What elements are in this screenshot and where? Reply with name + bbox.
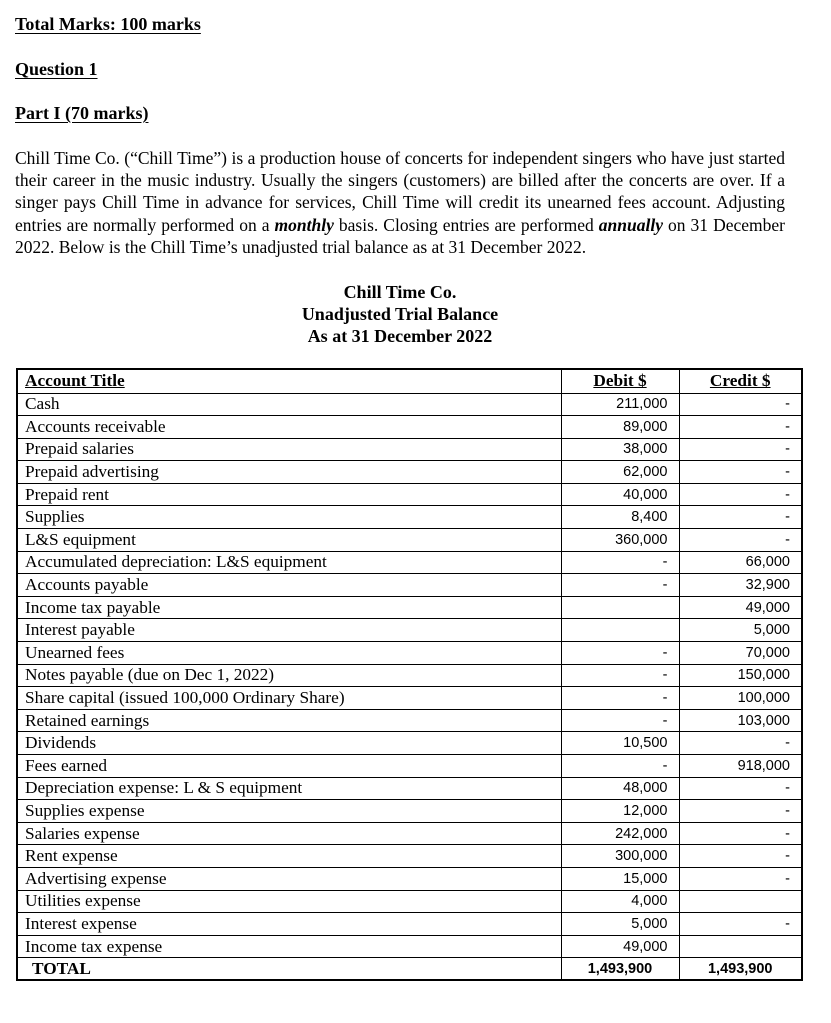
table-row bbox=[17, 867, 802, 890]
account-title-cell: Unearned fees bbox=[17, 642, 561, 665]
debit-cell: 8,400 bbox=[561, 506, 679, 529]
account-title-cell: Dividends bbox=[17, 732, 561, 755]
debit-cell: - bbox=[561, 709, 679, 732]
account-title-cell: Interest payable bbox=[17, 619, 561, 642]
credit-cell: 100,000 bbox=[679, 687, 802, 710]
account-title-cell: Notes payable (due on Dec 1, 2022) bbox=[17, 664, 561, 687]
debit-cell: 300,000 bbox=[561, 845, 679, 868]
table-row bbox=[17, 845, 802, 868]
table-row bbox=[17, 529, 802, 552]
table-row bbox=[17, 709, 802, 732]
table-row bbox=[17, 506, 802, 529]
total-row bbox=[17, 958, 802, 981]
credit-cell: - bbox=[679, 529, 802, 552]
table-body bbox=[17, 393, 802, 958]
debit-cell: 40,000 bbox=[561, 483, 679, 506]
account-title-cell: Depreciation expense: L & S equipment bbox=[17, 777, 561, 800]
account-title-cell: Rent expense bbox=[17, 845, 561, 868]
total-credit: 1,493,900 bbox=[679, 958, 802, 981]
credit-cell: - bbox=[679, 483, 802, 506]
account-title-cell: Prepaid advertising bbox=[17, 461, 561, 484]
credit-cell: - bbox=[679, 461, 802, 484]
debit-cell: 242,000 bbox=[561, 822, 679, 845]
intro-paragraph bbox=[15, 147, 785, 258]
table-row bbox=[17, 416, 802, 439]
total-label: TOTAL bbox=[17, 958, 561, 981]
company-name: Chill Time Co. bbox=[343, 282, 457, 302]
emphasis-annually: annually bbox=[598, 214, 663, 235]
account-title-cell: Income tax expense bbox=[17, 935, 561, 958]
account-title-cell: Salaries expense bbox=[17, 822, 561, 845]
table-row bbox=[17, 664, 802, 687]
table-row bbox=[17, 800, 802, 823]
table-row bbox=[17, 551, 802, 574]
debit-cell: - bbox=[561, 551, 679, 574]
credit-cell: - bbox=[679, 845, 802, 868]
header-debit: Debit $ bbox=[561, 369, 679, 393]
credit-cell: - bbox=[679, 732, 802, 755]
debit-cell: 211,000 bbox=[561, 393, 679, 416]
debit-cell bbox=[561, 596, 679, 619]
debit-cell: 38,000 bbox=[561, 438, 679, 461]
credit-cell: - bbox=[679, 822, 802, 845]
debit-cell: 4,000 bbox=[561, 890, 679, 913]
account-title-cell: Retained earnings bbox=[17, 709, 561, 732]
table-row bbox=[17, 777, 802, 800]
debit-cell: - bbox=[561, 755, 679, 778]
table-row bbox=[17, 461, 802, 484]
credit-cell: 49,000 bbox=[679, 596, 802, 619]
debit-cell: - bbox=[561, 664, 679, 687]
account-title-cell: Accounts payable bbox=[17, 574, 561, 597]
header-account-title: Account Title bbox=[17, 369, 561, 393]
report-date: As at 31 December 2022 bbox=[307, 326, 493, 346]
total-marks-heading: Total Marks: 100 marks bbox=[15, 14, 201, 34]
credit-cell: 32,900 bbox=[679, 574, 802, 597]
table-row bbox=[17, 483, 802, 506]
question-heading: Question 1 bbox=[15, 59, 98, 79]
credit-cell: - bbox=[679, 438, 802, 461]
trial-balance-table bbox=[16, 368, 803, 981]
debit-cell: 48,000 bbox=[561, 777, 679, 800]
part-heading: Part I (70 marks) bbox=[15, 103, 149, 123]
credit-cell: 918,000 bbox=[679, 755, 802, 778]
intro-text-3: on 31 December 2022. Below is the Chill Time’s unadjusted trial balance as at 31 December 2022. bbox=[15, 214, 785, 257]
intro-text-1: Chill Time Co. (“Chill Time”) is a production house of concerts for independent singers who have just started their career in the music industry. Usually the singers (customers) are billed after the concerts are over. If a singer pays Chill Time in advance for services, Chill Time will credit its unearned fees account. Adjusting entries are normally performed on a bbox=[15, 148, 785, 235]
credit-cell bbox=[679, 890, 802, 913]
table-row bbox=[17, 619, 802, 642]
account-title-cell: Prepaid rent bbox=[17, 483, 561, 506]
table-row bbox=[17, 890, 802, 913]
credit-cell: 70,000 bbox=[679, 642, 802, 665]
debit-cell: 12,000 bbox=[561, 800, 679, 823]
table-row bbox=[17, 596, 802, 619]
credit-cell: 66,000 bbox=[679, 551, 802, 574]
debit-cell: 15,000 bbox=[561, 867, 679, 890]
credit-cell bbox=[679, 935, 802, 958]
table-row bbox=[17, 574, 802, 597]
account-title-cell: Accounts receivable bbox=[17, 416, 561, 439]
intro-text-2: basis. Closing entries are performed bbox=[333, 214, 599, 235]
credit-cell: - bbox=[679, 777, 802, 800]
account-title-cell: L&S equipment bbox=[17, 529, 561, 552]
total-debit: 1,493,900 bbox=[561, 958, 679, 981]
credit-cell: - bbox=[679, 393, 802, 416]
credit-cell: - bbox=[679, 506, 802, 529]
account-title-cell: Cash bbox=[17, 393, 561, 416]
table-row bbox=[17, 642, 802, 665]
account-title-cell: Fees earned bbox=[17, 755, 561, 778]
account-title-cell: Accumulated depreciation: L&S equipment bbox=[17, 551, 561, 574]
debit-cell: - bbox=[561, 687, 679, 710]
debit-cell bbox=[561, 619, 679, 642]
report-title: Unadjusted Trial Balance bbox=[301, 304, 499, 324]
credit-cell: 103,000 bbox=[679, 709, 802, 732]
account-title-cell: Interest expense bbox=[17, 913, 561, 936]
table-row bbox=[17, 732, 802, 755]
debit-cell: 10,500 bbox=[561, 732, 679, 755]
account-title-cell: Advertising expense bbox=[17, 867, 561, 890]
debit-cell: 62,000 bbox=[561, 461, 679, 484]
emphasis-monthly: monthly bbox=[274, 214, 334, 235]
credit-cell: 150,000 bbox=[679, 664, 802, 687]
table-row bbox=[17, 822, 802, 845]
debit-cell: - bbox=[561, 574, 679, 597]
debit-cell: 360,000 bbox=[561, 529, 679, 552]
debit-cell: 49,000 bbox=[561, 935, 679, 958]
debit-cell: 89,000 bbox=[561, 416, 679, 439]
table-row bbox=[17, 438, 802, 461]
table-row bbox=[17, 687, 802, 710]
account-title-cell: Share capital (issued 100,000 Ordinary Share) bbox=[17, 687, 561, 710]
table-row bbox=[17, 913, 802, 936]
account-title-cell: Supplies bbox=[17, 506, 561, 529]
table-header-row bbox=[17, 369, 802, 393]
table-row bbox=[17, 935, 802, 958]
table-row bbox=[17, 393, 802, 416]
account-title-cell: Utilities expense bbox=[17, 890, 561, 913]
credit-cell: - bbox=[679, 416, 802, 439]
account-title-cell: Supplies expense bbox=[17, 800, 561, 823]
credit-cell: 5,000 bbox=[679, 619, 802, 642]
debit-cell: 5,000 bbox=[561, 913, 679, 936]
credit-cell: - bbox=[679, 800, 802, 823]
header-credit: Credit $ bbox=[679, 369, 802, 393]
debit-cell: - bbox=[561, 642, 679, 665]
account-title-cell: Prepaid salaries bbox=[17, 438, 561, 461]
credit-cell: - bbox=[679, 913, 802, 936]
account-title-cell: Income tax payable bbox=[17, 596, 561, 619]
table-row bbox=[17, 755, 802, 778]
credit-cell: - bbox=[679, 867, 802, 890]
